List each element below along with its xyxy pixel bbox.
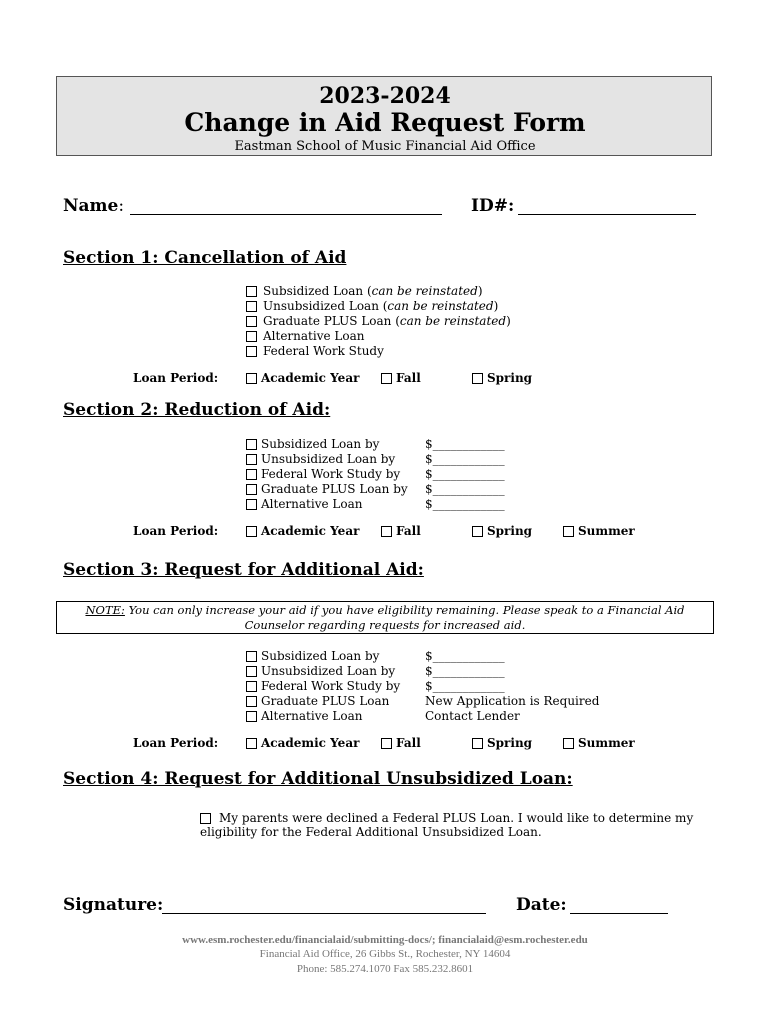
note-line2: Counselor regarding requests for increased aid. [244,618,526,632]
option-label: Federal Work Study [263,344,384,358]
section3-option[interactable] [246,679,400,693]
period-label: Fall [396,524,421,538]
signature-field[interactable] [162,913,486,914]
section4-line1: My parents were declined a Federal PLUS Loan. I would like to determine my [219,811,694,825]
section3-amount[interactable]: Contact Lender [425,709,520,723]
checkbox[interactable] [246,711,257,722]
section1-option[interactable] [246,299,498,313]
checkbox[interactable] [246,373,257,384]
period-label: Summer [578,524,635,538]
section3-title: Section 3: Request for Additional Aid: [63,560,424,580]
section3-period-fall[interactable] [381,736,421,750]
option-label: Federal Work Study by [261,467,401,481]
checkbox[interactable] [563,526,574,537]
option-label: Graduate PLUS Loan [261,694,390,708]
section2-amount[interactable]: $____________ [425,467,505,481]
section1-loan-period-label: Loan Period: [133,371,219,385]
option-note: can be reinstated [399,314,507,328]
section3-option[interactable] [246,694,389,708]
option-tail: ) [477,284,483,298]
checkbox[interactable] [246,651,257,662]
section3-amount[interactable]: New Application is Required [425,694,600,708]
checkbox[interactable] [246,346,257,357]
note-label: NOTE: [85,603,125,617]
section2-period-summer[interactable] [563,524,635,538]
checkbox[interactable] [246,301,257,312]
section1-period-fall[interactable] [381,371,421,385]
section2-amount[interactable]: $____________ [425,452,505,466]
name-label: Name: [63,196,125,216]
footer-web: www.esm.rochester.edu/financialaid/submitting-docs/; financialaid@esm.rochester.edu [182,934,588,946]
checkbox[interactable] [246,454,257,465]
checkbox[interactable] [472,526,483,537]
option-label: Subsidized Loan ( [263,284,372,298]
section2-amount[interactable]: $____________ [425,482,505,496]
date-field[interactable] [570,913,668,914]
section4-option[interactable] [200,811,693,825]
checkbox[interactable] [246,666,257,677]
option-tail: ) [506,314,511,328]
section3-amount[interactable]: $____________ [425,649,505,663]
section1-option[interactable] [246,329,364,343]
option-label: Alternative Loan [261,709,363,723]
section3-period-spring[interactable] [472,736,532,750]
section3-amount[interactable]: $____________ [425,679,505,693]
footer-phone: Phone: 585.274.1070 Fax 585.232.8601 [296,963,474,975]
section3-option[interactable] [246,649,379,663]
section2-option[interactable] [246,482,408,496]
option-label: Graduate PLUS Loan ( [263,314,400,328]
section1-period-spring[interactable] [472,371,532,385]
option-label: Federal Work Study by [261,679,401,693]
id-label: ID#: [471,196,515,216]
checkbox[interactable] [246,439,257,450]
section4-line2: eligibility for the Federal Additional Unsubsidized Loan. [200,825,542,839]
option-label: Graduate PLUS Loan by [261,482,408,496]
checkbox[interactable] [200,813,211,824]
section3-loan-period-label: Loan Period: [133,736,219,750]
section3-period-academic-year[interactable] [246,736,359,750]
form-year: 2023-2024 [319,83,451,109]
form-title: Change in Aid Request Form [184,108,586,137]
option-label: Subsidized Loan by [261,437,380,451]
section3-period-summer[interactable] [563,736,635,750]
checkbox[interactable] [381,373,392,384]
checkbox[interactable] [246,526,257,537]
checkbox[interactable] [246,331,257,342]
section1-period-academic-year[interactable] [246,371,359,385]
checkbox[interactable] [246,499,257,510]
checkbox[interactable] [246,696,257,707]
section3-option[interactable] [246,664,395,678]
option-label: Alternative Loan [261,497,363,511]
checkbox[interactable] [472,373,483,384]
name-field[interactable] [130,214,442,215]
option-note: can be reinstated [387,299,494,313]
period-label: Spring [487,736,533,750]
section1-title: Section 1: Cancellation of Aid [63,248,347,268]
section2-period-fall[interactable] [381,524,421,538]
section2-option[interactable] [246,497,362,511]
section2-period-spring[interactable] [472,524,532,538]
period-label: Academic Year [261,736,360,750]
section2-option[interactable] [246,452,395,466]
option-label: Unsubsidized Loan by [261,452,396,466]
option-label: Unsubsidized Loan by [261,664,396,678]
section2-option[interactable] [246,467,400,481]
section2-title: Section 2: Reduction of Aid: [63,400,331,420]
section1-option[interactable] [246,284,483,298]
option-label: Unsubsidized Loan ( [263,299,388,313]
period-label: Spring [487,524,533,538]
section4-title: Section 4: Request for Additional Unsubsidized Loan: [63,769,573,789]
period-label: Summer [578,736,635,750]
signature-label: Signature: [63,895,164,915]
section2-period-academic-year[interactable] [246,524,359,538]
option-label: Subsidized Loan by [261,649,380,663]
checkbox[interactable] [381,526,392,537]
footer-address: Financial Aid Office, 26 Gibbs St., Rochester, NY 14604 [259,948,511,960]
section2-amount[interactable]: $____________ [425,497,505,511]
checkbox[interactable] [563,738,574,749]
checkbox[interactable] [246,738,257,749]
period-label: Fall [396,736,421,750]
section2-option[interactable] [246,437,379,451]
period-label: Academic Year [261,524,360,538]
option-note: can be reinstated [371,284,478,298]
note-line1: You can only increase your aid if you have eligibility remaining. Please speak to a Financial Aid [124,603,685,617]
id-field[interactable] [518,214,696,215]
section2-loan-period-label: Loan Period: [133,524,219,538]
checkbox[interactable] [381,738,392,749]
period-label: Academic Year [261,371,360,385]
checkbox[interactable] [246,316,257,327]
period-label: Fall [396,371,421,385]
section3-amount[interactable]: $____________ [425,664,505,678]
section3-option[interactable] [246,709,362,723]
option-label: Alternative Loan [263,329,365,343]
form-header [56,76,712,156]
section3-note [56,601,714,634]
option-tail: ) [493,299,499,313]
form-subtitle: Eastman School of Music Financial Aid Office [234,139,536,154]
checkbox[interactable] [246,484,257,495]
checkbox[interactable] [246,681,257,692]
section2-amount[interactable]: $____________ [425,437,505,451]
checkbox[interactable] [246,286,257,297]
section1-option[interactable] [246,314,511,328]
period-label: Spring [487,371,533,385]
checkbox[interactable] [472,738,483,749]
date-label: Date: [516,895,567,915]
section1-option[interactable] [246,344,384,358]
checkbox[interactable] [246,469,257,480]
